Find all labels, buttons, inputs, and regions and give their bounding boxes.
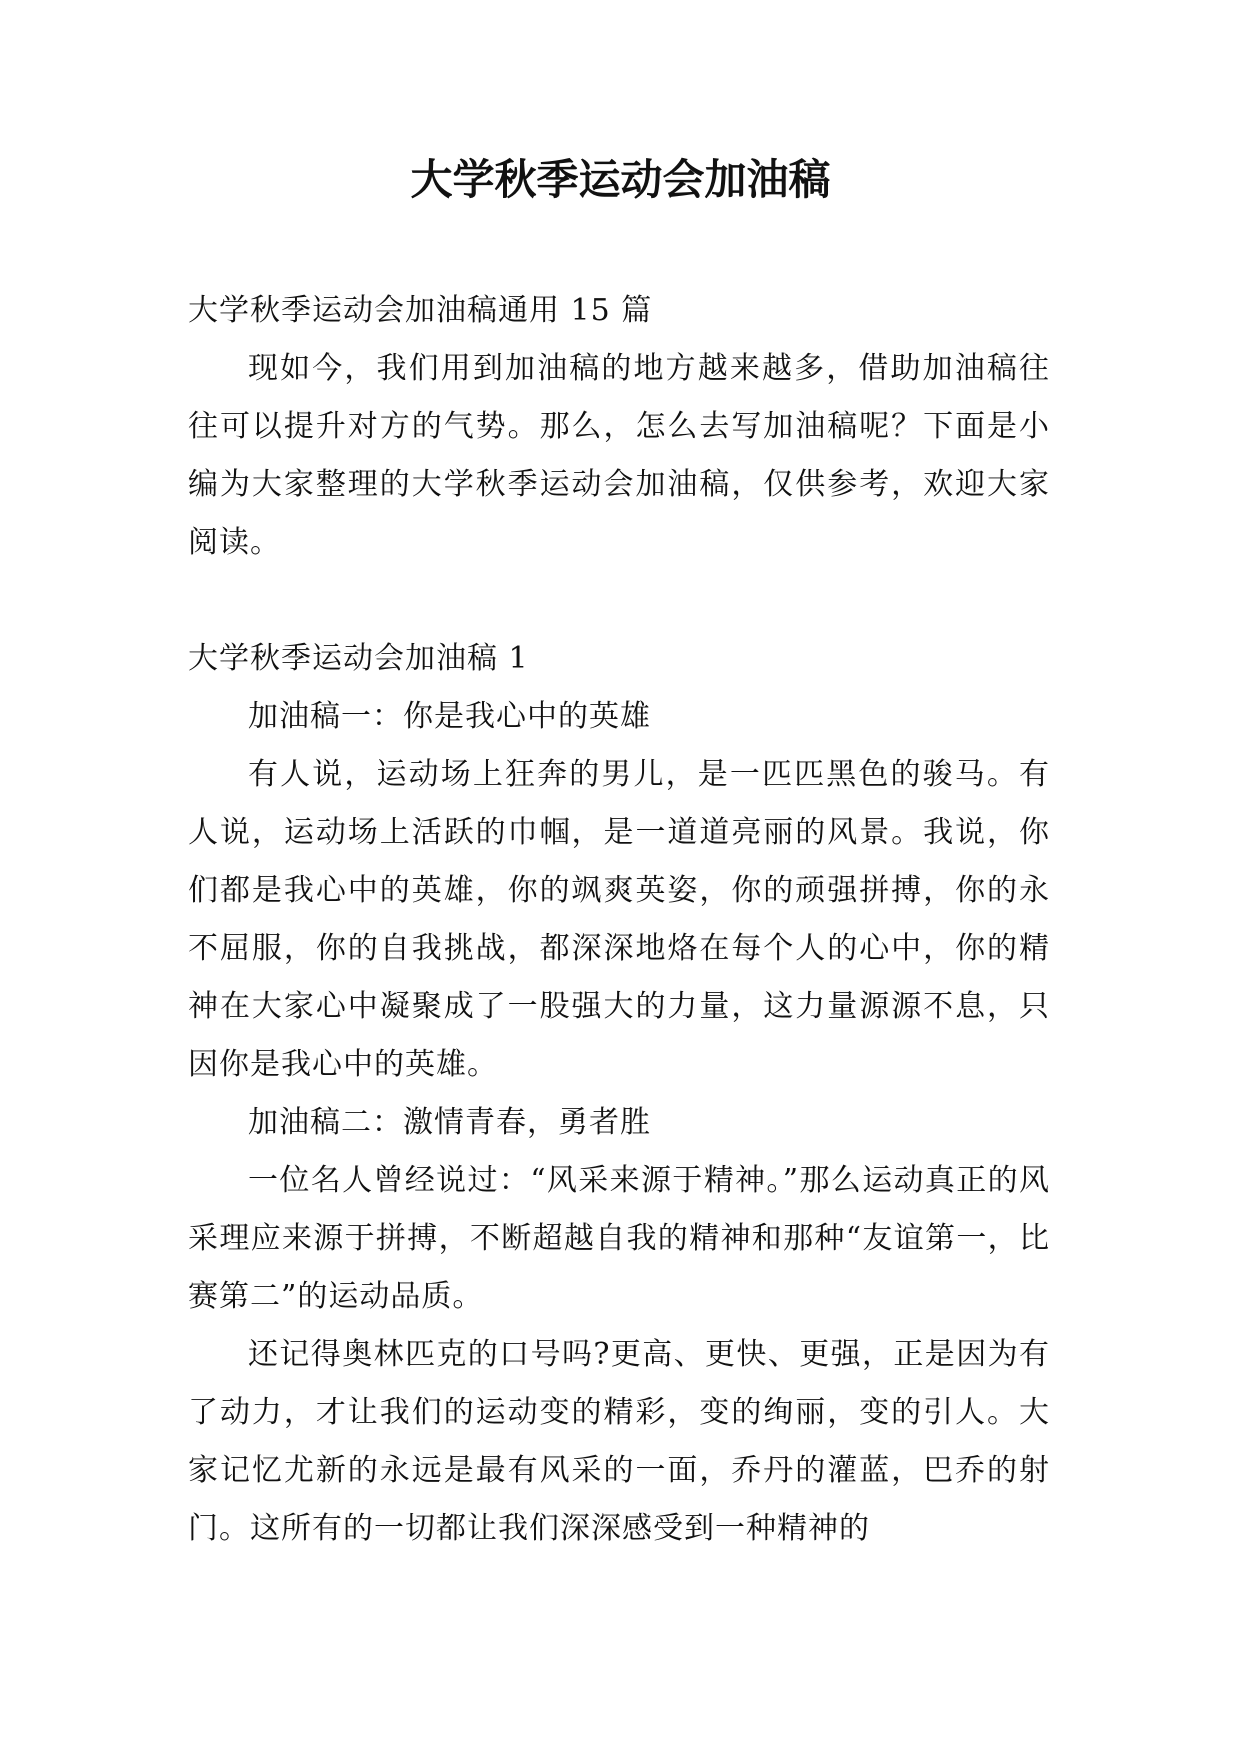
document-title: 大学秋季运动会加油稿: [410, 155, 831, 204]
piece-title-1: 加油稿一：你是我心中的英雄: [248, 699, 651, 734]
section-heading: 大学秋季运动会加油稿 1: [188, 641, 529, 676]
intro-paragraph: 现如今，我们用到加油稿的地方越来越多，借助加油稿往往可以提升对方的气势。那么，怎么去写加油稿呢？下面是小编为大家整理的大学秋季运动会加油稿，仅供参考，欢迎大家阅读。: [188, 351, 1050, 560]
piece-body-2a: 一位名人曾经说过：“风采来源于精神。”那么运动真正的风采理应来源于拼搏，不断超越自我的精神和那种“友谊第一，比赛第二”的运动品质。: [188, 1163, 1050, 1314]
paragraph-spacer: [188, 572, 1050, 630]
piece-body-1: 有人说，运动场上狂奔的男儿，是一匹匹黑色的骏马。有人说，运动场上活跃的巾帼，是一道道亮丽的风景。我说，你们都是我心中的英雄，你的飒爽英姿，你的顽强拼搏，你的永不屈服，你的自我挑战，都深深地烙在每个人的心中，你的精神在大家心中凝聚成了一股强大的力量，这力量源源不息，只因你是我心中的英雄。: [188, 757, 1050, 1082]
document-subtitle: 大学秋季运动会加油稿通用 15 篇: [188, 293, 653, 328]
piece-body-2b: 还记得奥林匹克的口号吗?更高、更快、更强，正是因为有了动力，才让我们的运动变的精彩，变的绚丽，变的引人。大家记忆尤新的永远是最有风采的一面，乔丹的灌蓝，巴乔的射门。这所有的一切都让我们深深感受到一种精神的: [188, 1337, 1050, 1546]
piece-title-2: 加油稿二：激情青春，勇者胜: [248, 1105, 651, 1140]
document-body: [188, 282, 1050, 1558]
